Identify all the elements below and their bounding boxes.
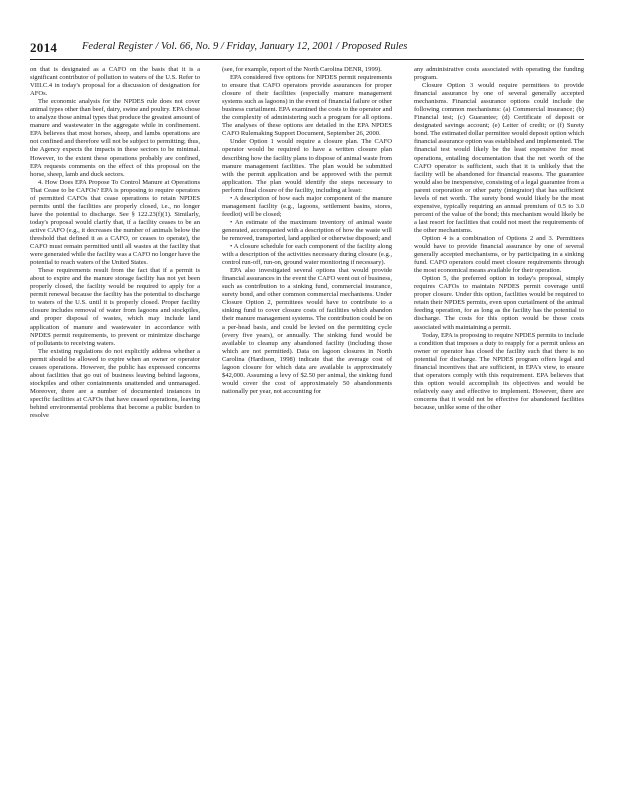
page-number: 2014 — [30, 40, 58, 55]
paragraph: • An estimate of the maximum inventory of animal waste generated, accompanied with a description of how the waste will be removed, transported, land applied or otherwise disposed; and — [222, 218, 392, 242]
paragraph: Option 4 is a combination of Options 2 and 3. Permittees would have to provide financial assurance by one of several generally accepted mechanisms, or by participating in a sinking fund. CAFO operators could meet closure requirements through the most economical means available for their operation. — [414, 234, 584, 275]
header-rule — [30, 59, 584, 60]
paragraph: • A closure schedule for each component of the facility along with a description of the activities necessary during closure (e.g., control run-off, run-on, ground water monitoring if necessary). — [222, 243, 392, 267]
paragraph: any administrative costs associated with operating the funding program. — [414, 66, 584, 82]
text-column-1 — [30, 66, 200, 778]
text-column-2 — [222, 66, 392, 778]
paragraph: EPA considered five options for NPDES permit requirements to ensure that CAFO operators provide assurances for proper closure of their facilities (especially manure management systems such as lagoons) in the event of financial failure or other business curtailment. EPA examined the costs to the operator and the complexity of administering such a program for all options. The analyses of these options are detailed in the EPA NPDES CAFO Rulemaking Support Document, September 26, 2000. — [222, 74, 392, 138]
paragraph: Today, EPA is proposing to require NPDES permits to include a condition that imposes a duty to reapply for a permit unless an owner or operator has closed the facility such that there is no potential for discharge. The NPDES program offers legal and financial incentives that are sufficient, in EPA's view, to ensure that operators comply with this requirement. EPA believes that this option would accomplish its objectives and would be relatively easy and effective to implement. However, there are concerns that it would not be effective for abandoned facilities because, unlike some of the other — [414, 331, 584, 411]
page-header — [30, 40, 584, 56]
paragraph: Option 5, the preferred option in today's proposal, simply requires CAFOs to maintain NPDES permit coverage until proper closure. Under this option, facilities would be required to retain their NPDES permits, even upon curtailment of the animal feeding operation, for as long as the facility has the potential to discharge. The costs for this option would be those costs associated with maintaining a permit. — [414, 275, 584, 331]
paragraph: Closure Option 3 would require permittees to provide financial assurance by one of several generally accepted mechanisms. Financial assurance options could include the following common mechanisms: (a) Commercial insurance; (b) Financial test; (c) Guarantee; (d) Certificate of deposit or designated savings account; (e) Letter of credit; or (f) Surety bond. The estimated dollar permittee would deposit option which financial assurance option was established and implemented. The financial test would likely be the least expensive for most operations, entailing documentation that the net worth of the CAFO operator is sufficient, such that it is unlikely that the facility will be abandoned for financial reasons. The guarantee would also be inexpensive, consisting of a legal guarantee from a parent corporation or other party (integrator) that has sufficient levels of net worth. The surety bond would likely be the most expensive, typically requiring an annual premium of 0.5 to 3.0 percent of the value of the bond; this mechanism would likely be a last resort for facilities that could not meet the requirements of the other mechanisms. — [414, 82, 584, 234]
text-column-3 — [414, 66, 584, 778]
paragraph: Under Option 1 would require a closure plan. The CAFO operator would be required to have a written closure plan describing how the facility plans to dispose of animal waste from manure management facilities. The plan would be submitted with the permit application and be approved with the permit application. The plan would identify the steps necessary to perform final closure of the facility, including at least: — [222, 138, 392, 194]
running-head: Federal Register / Vol. 66, No. 9 / Friday, January 12, 2001 / Proposed Rules — [82, 41, 408, 52]
paragraph: These requirements result from the fact that if a permit is about to expire and the manure storage facility has not yet been properly closed, the facility would be required to apply for a permit renewal because the facility has the potential to discharge to waters of the U.S. until it is properly closed. Proper facility closure includes removal of water from lagoons and stockpiles, and proper disposal of wastes, which may include land application of manure and wastewater in accordance with NPDES permit requirements, to prevent or minimize discharge of pollutants to receiving waters. — [30, 267, 200, 347]
paragraph: 4. How Does EPA Propose To Control Manure at Operations That Cease to be CAFOs? EPA is proposing to require operators of permitted CAFOs that cease operations to retain NPDES permits until the facilities are properly closed, i.e., no longer have the potential to discharge. See § 122.23(f)(1). Similarly, today's proposal would clarify that, if a facility ceases to be an active CAFO (e.g., it decreases the number of animals below the threshold that defined it as a CAFO, or ceases to operate), the CAFO must remain permitted until all wastes at the facility that were generated while the facility was a CAFO no longer have the potential to reach waters of the United States. — [30, 178, 200, 267]
paragraph: The economic analysis for the NPDES rule does not cover animal types other than beef, dairy, swine and poultry. EPA chose to analyze those animal types that produce the greatest amount of manure and wastewater in the aggregate while in confinement. EPA believes that most horses, sheep, and lambs operations are not confined and therefore will not be subject to permitting; thus, the Agency expects the impacts in these sectors to be minimal. However, to the extent these operations probably are confined, EPA requests comments on the effect of this proposal on the horse, sheep, lamb and duck sectors. — [30, 98, 200, 178]
paragraph: The existing regulations do not explicitly address whether a permit should be allowed to expire when an owner or operator ceases operations. However, the public has expressed concerns about facilities that go out of business leaving behind lagoons, stockpiles and other containments unattended and unmanaged. Moreover, there are a number of documented instances in specific facilities at CAFOs that have ceased operations, leaving behind environmental problems that become a public burden to resolve — [30, 347, 200, 420]
paragraph: on that is designated as a CAFO on the basis that it is a significant contributor of pollution to waters of the U.S. Refer to VIII.C.4 in today's proposal for a discussion of designation for AFOs. — [30, 66, 200, 98]
paragraph: • A description of how each major component of the manure management facility (e.g., lagoons, settlement basins, stores, feedlot) will be closed; — [222, 194, 392, 218]
paragraph: EPA also investigated several options that would provide financial assurances in the event the CAFO went out of business, such as contribution to a sinking fund, commercial insurance, surety bond, and other common commercial mechanisms. Under Closure Option 2, permittees would have to contribute to a sinking fund to cover closure costs of facilities which abandon their manure management systems. The contribution could be on a per-head basis, and could be levied on the permitting cycle (every five years), or annually. The sinking fund would be available to cleanup any abandoned facility (including those which are not permitted). Data on lagoon closures in North Carolina (Hardison, 1998) indicate that the average cost of lagoon closure for which data are available is approximately $42,000. Assuming a levy of $2.50 per animal, the sinking fund would cover the cost of approximately 50 abandonments nationally per year, not accounting for — [222, 267, 392, 395]
paragraph: (see, for example, report of the North Carolina DENR, 1999). — [222, 66, 382, 73]
